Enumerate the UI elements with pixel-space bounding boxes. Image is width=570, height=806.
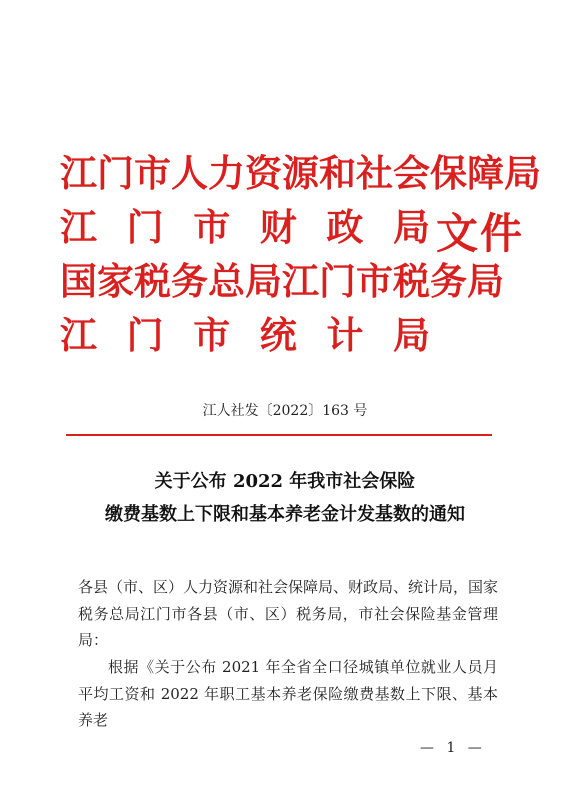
document-number: 江人社发〔2022〕163 号	[202, 403, 368, 419]
agency-char: 江	[60, 312, 97, 357]
document-title-line-2: 缴费基数上下限和基本养老金计发基数的通知	[105, 504, 465, 525]
agency-char: 政	[326, 204, 364, 249]
agency-char: 务	[430, 258, 467, 303]
agency-char: 务	[171, 258, 208, 303]
agency-char: 局	[245, 258, 282, 303]
agency-char: 源	[282, 150, 319, 195]
agency-line-1	[60, 146, 541, 200]
agency-char: 市	[193, 204, 231, 249]
agency-char: 局	[392, 204, 430, 249]
agency-char: 力	[208, 150, 245, 195]
agency-char: 统	[259, 312, 297, 357]
document-type-label: 文件	[436, 209, 525, 258]
page-number: — 1 —	[420, 740, 486, 756]
document-title-line-1: 关于公布 2022 年我市社会保险	[154, 471, 416, 492]
agency-line-2	[60, 200, 430, 254]
agency-char: 江	[282, 258, 319, 303]
agency-char: 资	[245, 150, 282, 195]
agency-char: 计	[326, 312, 364, 357]
agency-line-4	[60, 308, 430, 362]
agency-char: 门	[97, 150, 134, 195]
agency-char: 障	[467, 150, 504, 195]
agency-char: 门	[126, 312, 164, 357]
agency-line-3	[60, 254, 504, 308]
agency-char: 江	[60, 150, 97, 195]
body-paragraph-1: 根据《关于公布 2021 年全省全口径城镇单位就业人员月平均工资和 2022 年职工基本养老保险缴费基数上下限、基本养老	[78, 658, 498, 729]
agency-char: 会	[393, 150, 430, 195]
agency-char: 和	[319, 150, 356, 195]
agency-char: 市	[193, 312, 231, 357]
agency-char: 财	[259, 204, 297, 249]
agency-char: 局	[504, 150, 541, 195]
red-divider-line	[66, 434, 492, 436]
agency-char: 门	[319, 258, 356, 303]
agency-char: 社	[356, 150, 393, 195]
agency-char: 国	[60, 258, 97, 303]
agency-char: 税	[134, 258, 171, 303]
agency-char: 人	[171, 150, 208, 195]
agency-char: 税	[393, 258, 430, 303]
salutation-paragraph: 各县（市、区）人力资源和社会保障局、财政局、统计局，国家税务总局江门市各县（市、区）税务局，市社会保险基金管理局：	[78, 578, 499, 649]
agency-char: 家	[97, 258, 134, 303]
agency-char: 保	[430, 150, 467, 195]
agency-char: 市	[356, 258, 393, 303]
agency-char: 江	[60, 204, 97, 249]
agency-char: 门	[126, 204, 164, 249]
agency-char: 局	[467, 258, 504, 303]
agency-char: 市	[134, 150, 171, 195]
agency-char: 总	[208, 258, 245, 303]
agency-char: 局	[392, 312, 430, 357]
